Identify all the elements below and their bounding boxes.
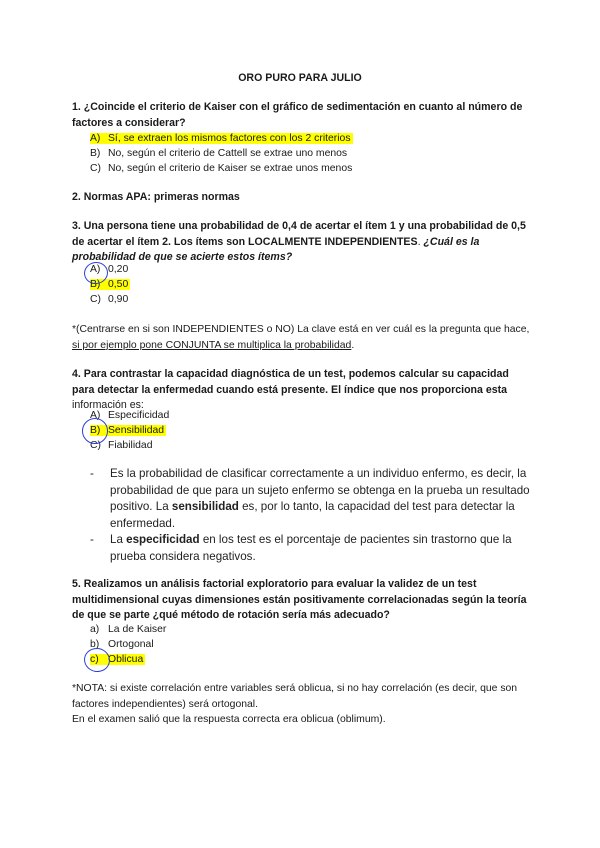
highlighted-answer: A) Sí, se extraen los mismos factores con los 2 criterios (90, 133, 351, 144)
q3-note: *(Centrarse en si son INDEPENDIENTES o NO) La clave está en ver cuál es la pregunta que hace, si por ejemplo pone CONJUNTA se multiplica la probabilidad. (72, 324, 530, 351)
page-title: ORO PURO PARA JULIO (238, 72, 362, 84)
q4-option-a: A) Especificidad (90, 410, 170, 421)
q1-option-c: C) No, según el criterio de Kaiser se extrae unos menos (90, 163, 353, 174)
q4-bullet-sensibilidad: - Es la probabilidad de clasificar correctamente a un individuo enfermo, es decir, la probabilidad de que para un sujeto enfermo se obtenga en la prueba un resultado positivo. La sensibilidad es, por lo tanto, la capacidad del test para detectar la enfermedad. (90, 467, 530, 530)
pen-circle-mark (82, 418, 108, 444)
question-3: 3. Una persona tiene una probabilidad de 0,4 de acertar el ítem 1 y una probabilidad de 0,5 de acertar el ítem 2. Los ítems son LOCALMENTE INDEPENDIENTES. ¿Cuál es la probabilidad de que se acierte estos ítems? (72, 220, 526, 263)
highlighted-answer: B) Sensibilidad (90, 425, 165, 436)
q3-option-c: C) 0,90 (90, 294, 129, 305)
q5-option-a: a) La de Kaiser (90, 624, 167, 635)
question-4: 4. Para contrastar la capacidad diagnóstica de un test, podemos calcular su capacidad para detectar la enfermedad cuando está presente. El índice que nos proporciona esta información es: (72, 368, 509, 411)
highlighted-answer: B) 0,50 (90, 279, 129, 290)
q5-exam-note: En el examen salió que la respuesta correcta era oblicua (oblimum). (72, 714, 386, 725)
question-1: 1. ¿Coincide el criterio de Kaiser con el gráfico de sedimentación en cuanto al número de factores a considerar? (72, 101, 523, 129)
question-5: 5. Realizamos un análisis factorial exploratorio para evaluar la validez de un test multidimensional cuyas dimensiones están positivamente correlacionadas según la teoría de que se parte ¿qué método de rotación sería más adecuado? (72, 578, 527, 621)
q4-explanation-list (90, 466, 530, 566)
q4-bullet-especificidad: - La especificidad en los test es el porcentaje de pacientes sin trastorno que la prueba considera negativos. (90, 533, 512, 563)
q4-option-c: C) Fiabilidad (90, 440, 153, 451)
q5-note: *NOTA: si existe correlación entre variables será oblicua, si no hay correlación (es decir, que son factores independientes) será ortogonal. (72, 683, 518, 710)
highlighted-answer: c) Oblicua (90, 654, 144, 665)
question-2: 2. Normas APA: primeras normas (72, 191, 240, 203)
q1-option-b: B) No, según el criterio de Cattell se extrae uno menos (90, 148, 348, 159)
q5-option-b: b) Ortogonal (90, 639, 154, 650)
q3-option-a: A) 0,20 (90, 264, 129, 275)
q1-option-a (90, 131, 353, 146)
